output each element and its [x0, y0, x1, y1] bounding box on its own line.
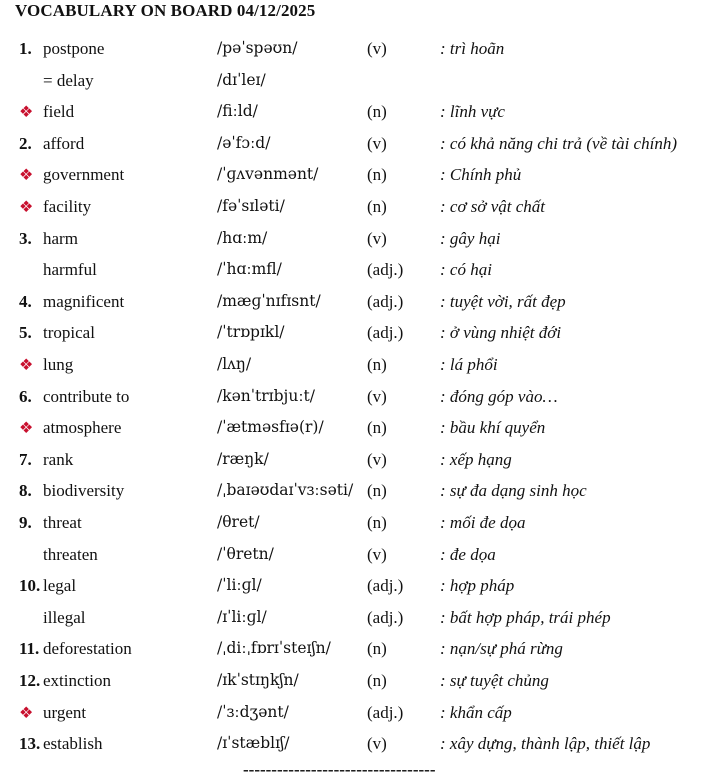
vocab-word: field	[43, 102, 75, 122]
vocab-pronunciation: /ˌdiːˌfɒrɪˈsteɪʃn/	[217, 639, 331, 658]
vocab-pronunciation: /ˈætməsfɪə(r)/	[217, 418, 324, 437]
vocab-pronunciation: /fəˈsɪləti/	[217, 197, 285, 215]
vocab-word: biodiversity	[43, 481, 125, 501]
vocab-pronunciation: /dɪˈleɪ/	[217, 70, 266, 89]
vocab-row	[0, 608, 705, 640]
vocab-part-of-speech: (v)	[367, 133, 387, 153]
vocab-row	[0, 197, 705, 229]
vocab-part-of-speech: (v)	[367, 386, 387, 406]
vocab-part-of-speech: (v)	[367, 544, 387, 564]
item-number: 6.	[19, 386, 32, 406]
vocab-meaning: : bầu khí quyển	[440, 418, 546, 438]
vocab-row	[0, 639, 705, 671]
divider-line: ----------------------------------	[243, 760, 436, 779]
vocab-word: harmful	[43, 260, 97, 280]
vocab-row	[0, 39, 705, 71]
vocab-part-of-speech: (n)	[367, 671, 387, 690]
item-number: 2.	[19, 133, 32, 153]
vocab-pronunciation: /θret/	[217, 513, 260, 531]
vocab-pronunciation: /ɪkˈstɪŋkʃn/	[217, 671, 299, 689]
vocab-meaning: : tuyệt vời, rất đẹp	[440, 291, 566, 311]
vocab-word: contribute to	[43, 386, 130, 406]
vocab-meaning: : sự tuyệt chủng	[440, 671, 549, 690]
item-number: 4.	[19, 291, 32, 311]
vocab-meaning: : Chính phủ	[440, 165, 522, 185]
vocab-row	[0, 323, 705, 355]
vocab-meaning: : có khả năng chi trả (về tài chính)	[440, 133, 677, 153]
vocab-word: lung	[43, 355, 74, 374]
vocab-meaning: : bất hợp pháp, trái phép	[440, 607, 611, 627]
vocab-part-of-speech: (adj.)	[367, 702, 404, 722]
vocab-meaning: : nạn/sự phá rừng	[440, 639, 563, 659]
vocab-row	[0, 355, 705, 387]
item-number: 1.	[19, 39, 32, 58]
star-bullet-icon: ❖	[19, 420, 34, 438]
vocab-word: = delay	[43, 70, 94, 90]
vocab-word: establish	[43, 734, 103, 754]
vocab-meaning: : trì hoãn	[440, 39, 505, 58]
vocab-pronunciation: /mæɡˈnɪfɪsnt/	[217, 291, 321, 310]
item-number: 9.	[19, 513, 32, 532]
vocab-pronunciation: /kənˈtrɪbjuːt/	[217, 386, 316, 405]
vocab-part-of-speech: (v)	[367, 39, 387, 58]
vocab-pronunciation: /lʌŋ/	[217, 355, 252, 373]
vocab-row	[0, 545, 705, 577]
vocab-meaning: : gây hại	[440, 228, 501, 248]
vocab-meaning: : xếp hạng	[440, 449, 512, 469]
vocab-meaning: : khẩn cấp	[440, 702, 512, 722]
item-number: 8.	[19, 481, 32, 501]
item-number: 12.	[19, 671, 41, 690]
vocab-meaning: : mối đe dọa	[440, 513, 526, 532]
vocab-word: facility	[43, 197, 92, 216]
vocab-row	[0, 292, 705, 324]
vocab-meaning: : đe dọa	[440, 544, 496, 564]
page-title: VOCABULARY ON BOARD 04/12/2025	[15, 1, 316, 20]
vocab-meaning: : hợp pháp	[440, 576, 515, 596]
vocab-meaning: : ở vùng nhiệt đới	[440, 323, 562, 343]
vocab-part-of-speech: (n)	[367, 165, 387, 185]
vocab-part-of-speech: (adj.)	[367, 291, 404, 311]
vocab-pronunciation: /hɑːm/	[217, 228, 268, 247]
vocab-part-of-speech: (n)	[367, 418, 387, 438]
vocab-row	[0, 703, 705, 735]
vocab-pronunciation: /ræŋk/	[217, 449, 269, 468]
vocab-part-of-speech: (adj.)	[367, 260, 404, 280]
vocab-row	[0, 229, 705, 261]
vocab-meaning: : cơ sở vật chất	[440, 197, 546, 216]
vocab-part-of-speech: (n)	[367, 197, 387, 216]
vocab-pronunciation: /ˈhɑːmfl/	[217, 260, 282, 279]
vocab-part-of-speech: (n)	[367, 355, 387, 374]
vocab-row	[0, 134, 705, 166]
vocab-meaning: : sự đa dạng sinh học	[440, 481, 587, 501]
vocab-meaning: : lĩnh vực	[440, 102, 505, 122]
vocab-part-of-speech: (v)	[367, 734, 387, 754]
vocab-row	[0, 671, 705, 703]
vocab-row	[0, 102, 705, 134]
vocab-row	[0, 260, 705, 292]
vocab-row	[0, 71, 705, 103]
vocab-row	[0, 165, 705, 197]
vocab-pronunciation: /əˈfɔːd/	[217, 133, 271, 152]
star-bullet-icon: ❖	[19, 199, 34, 216]
item-number: 10.	[19, 576, 41, 596]
item-number: 3.	[19, 228, 32, 248]
vocab-part-of-speech: (adj.)	[367, 607, 404, 627]
vocab-word: tropical	[43, 323, 95, 343]
vocab-part-of-speech: (n)	[367, 513, 387, 532]
item-number: 7.	[19, 449, 32, 469]
vocab-part-of-speech: (adj.)	[367, 323, 404, 343]
vocab-meaning: : đóng góp vào…	[440, 386, 558, 406]
vocab-pronunciation: /ɪˈstæblɪʃ/	[217, 734, 290, 753]
vocab-part-of-speech: (n)	[367, 481, 387, 501]
vocab-row	[0, 387, 705, 419]
vocab-word: postpone	[43, 39, 105, 58]
star-bullet-icon: ❖	[19, 704, 34, 722]
vocab-word: rank	[43, 449, 74, 469]
vocab-word: threaten	[43, 544, 98, 564]
vocab-row	[0, 513, 705, 545]
vocab-pronunciation: /fiːld/	[217, 102, 258, 121]
vocab-word: government	[43, 165, 125, 185]
vocab-word: legal	[43, 576, 77, 596]
vocab-word: extinction	[43, 671, 111, 690]
vocab-word: deforestation	[43, 639, 132, 659]
vocab-word: urgent	[43, 702, 87, 722]
star-bullet-icon: ❖	[19, 167, 34, 185]
vocab-part-of-speech: (v)	[367, 228, 387, 248]
vocab-pronunciation: /ˈtrɒpɪkl/	[217, 323, 285, 342]
vocab-part-of-speech: (n)	[367, 102, 387, 122]
item-number: 5.	[19, 323, 32, 343]
vocab-pronunciation: /ˈɡʌvənmənt/	[217, 165, 319, 184]
vocab-word: harm	[43, 228, 78, 248]
vocab-meaning: : lá phổi	[440, 355, 498, 374]
vocab-word: threat	[43, 513, 82, 532]
vocab-pronunciation: /pəˈspəʊn/	[217, 39, 298, 57]
vocab-row	[0, 576, 705, 608]
star-bullet-icon: ❖	[19, 104, 34, 122]
vocab-pronunciation: /ɪˈliːɡl/	[217, 607, 267, 626]
vocab-pronunciation: /ˈθretn/	[217, 544, 274, 563]
vocab-pronunciation: /ˌbaɪəʊdaɪˈvɜːsəti/	[217, 481, 354, 500]
item-number: 11.	[19, 639, 40, 659]
vocab-row	[0, 450, 705, 482]
vocab-word: illegal	[43, 607, 86, 627]
vocab-meaning: : xây dựng, thành lập, thiết lập	[440, 734, 651, 754]
vocab-meaning: : có hại	[440, 260, 492, 280]
vocab-word: magnificent	[43, 291, 125, 311]
vocab-part-of-speech: (adj.)	[367, 576, 404, 596]
item-number: 13.	[19, 734, 41, 754]
vocab-pronunciation: /ˈliːɡl/	[217, 576, 262, 595]
vocab-pronunciation: /ˈɜːdʒənt/	[217, 702, 289, 721]
vocab-part-of-speech: (n)	[367, 639, 387, 659]
vocab-word: afford	[43, 133, 85, 153]
star-bullet-icon: ❖	[19, 357, 34, 374]
vocab-word: atmosphere	[43, 418, 122, 438]
vocab-row	[0, 481, 705, 513]
vocab-part-of-speech: (v)	[367, 449, 387, 469]
vocab-row	[0, 418, 705, 450]
